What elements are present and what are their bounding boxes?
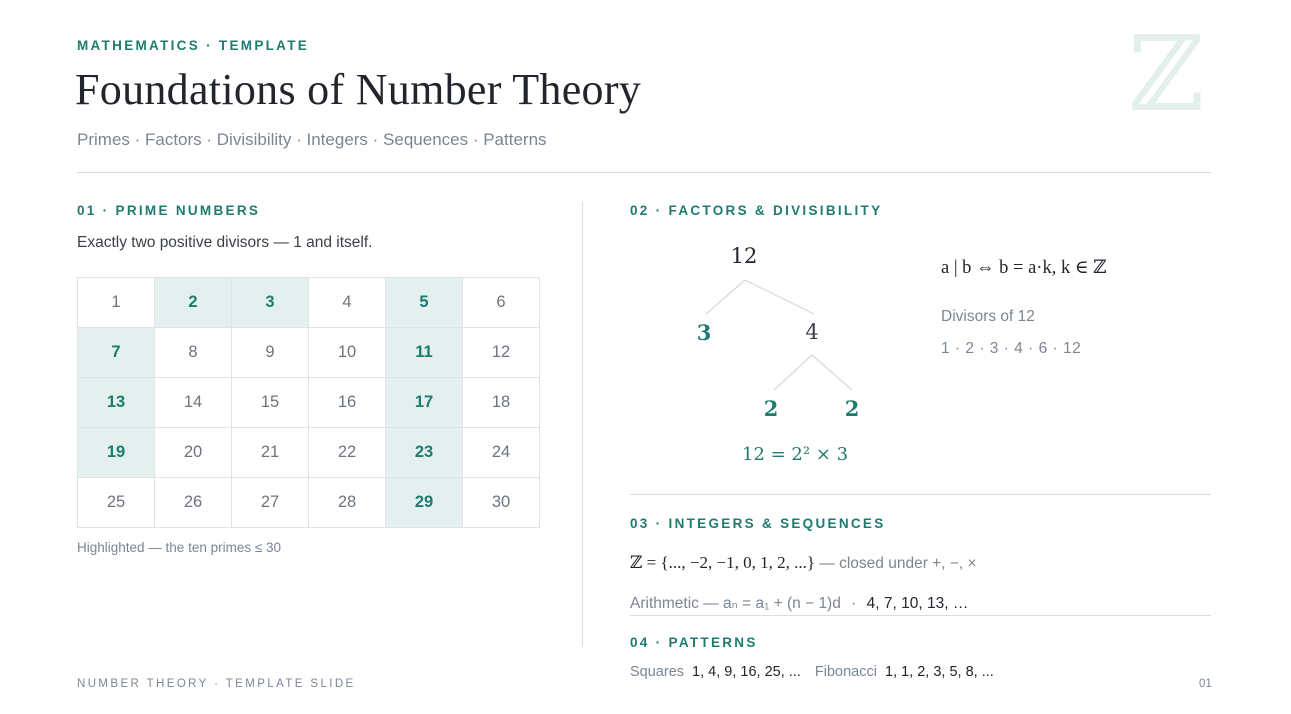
page-number: 01 — [1199, 678, 1212, 690]
eyebrow-label: MATHEMATICS · TEMPLATE — [77, 38, 310, 53]
arithmetic-label: Arithmetic — — [630, 595, 724, 612]
prime-cell: 13 — [78, 378, 155, 428]
number-cell: 25 — [78, 478, 155, 528]
prime-grid-row — [78, 378, 540, 428]
prime-cell: 11 — [386, 328, 463, 378]
arithmetic-formula: aₙ = a₁ + (n − 1)d — [723, 595, 841, 612]
prime-cell: 17 — [386, 378, 463, 428]
number-cell: 20 — [155, 428, 232, 478]
squares-values: 1, 4, 9, 16, 25, ... — [692, 664, 801, 680]
squares-label: Squares — [630, 664, 685, 680]
number-cell: 22 — [309, 428, 386, 478]
factor-tree-node-3: 3 — [696, 320, 712, 345]
prime-grid-row — [78, 278, 540, 328]
number-cell: 10 — [309, 328, 386, 378]
factor-tree-node-2b: 2 — [844, 396, 860, 421]
prime-cell: 29 — [386, 478, 463, 528]
number-cell: 8 — [155, 328, 232, 378]
prime-cell: 5 — [386, 278, 463, 328]
prime-cell: 3 — [232, 278, 309, 328]
section-divider-1 — [630, 494, 1211, 495]
number-cell: 4 — [309, 278, 386, 328]
divisibility-definition: a | b ⇔ b = a·k, k ∈ ℤ — [941, 258, 1107, 278]
number-cell: 15 — [232, 378, 309, 428]
prime-definition: Exactly two positive divisors — 1 and itself. — [77, 234, 373, 251]
integer-set-notation: ℤ = {..., −2, −1, 0, 1, 2, ...} — [630, 553, 815, 572]
section-heading-patterns: 04 · PATTERNS — [630, 635, 758, 650]
prime-grid-row — [78, 328, 540, 378]
number-cell: 1 — [78, 278, 155, 328]
prime-grid — [77, 277, 540, 528]
prime-cell: 2 — [155, 278, 232, 328]
prime-cell: 7 — [78, 328, 155, 378]
section-heading-primes: 01 · PRIME NUMBERS — [77, 203, 261, 218]
divisors-list: 1 · 2 · 3 · 4 · 6 · 12 — [941, 340, 1082, 357]
number-cell: 12 — [463, 328, 540, 378]
divisors-label: Divisors of 12 — [941, 308, 1035, 325]
number-cell: 30 — [463, 478, 540, 528]
prime-grid-row — [78, 478, 540, 528]
number-cell: 27 — [232, 478, 309, 528]
integers-watermark-icon: ℤ — [1128, 13, 1204, 135]
arithmetic-separator: · — [851, 595, 857, 612]
page-title: Foundations of Number Theory — [75, 65, 642, 114]
number-cell: 24 — [463, 428, 540, 478]
number-cell: 26 — [155, 478, 232, 528]
fibonacci-values: 1, 1, 2, 3, 5, 8, ... — [885, 664, 994, 680]
number-cell: 21 — [232, 428, 309, 478]
prime-cell: 23 — [386, 428, 463, 478]
prime-cell: 19 — [78, 428, 155, 478]
prime-grid-caption: Highlighted — the ten primes ≤ 30 — [77, 540, 282, 555]
fibonacci-label: Fibonacci — [814, 664, 877, 680]
factor-tree-node-2a: 2 — [763, 396, 779, 421]
prime-factorization: 12 = 2² × 3 — [742, 444, 849, 465]
number-cell: 9 — [232, 328, 309, 378]
prime-grid-row — [78, 428, 540, 478]
number-cell: 28 — [309, 478, 386, 528]
number-cell: 14 — [155, 378, 232, 428]
number-cell: 6 — [463, 278, 540, 328]
closure-text: — closed under +, −, × — [815, 555, 977, 572]
number-cell: 18 — [463, 378, 540, 428]
page-subtitle: Primes · Factors · Divisibility · Integers · Sequences · Patterns — [77, 130, 547, 149]
integer-set-line — [630, 553, 977, 573]
section-heading-factors: 02 · FACTORS & DIVISIBILITY — [630, 203, 883, 218]
arithmetic-line — [630, 594, 968, 613]
section-heading-integers: 03 · INTEGERS & SEQUENCES — [630, 516, 886, 531]
section-divider-2 — [630, 615, 1211, 616]
column-divider — [582, 202, 583, 647]
header-divider — [77, 172, 1211, 173]
factor-tree-root: 12 — [730, 244, 758, 268]
factor-tree-node-4: 4 — [805, 320, 819, 344]
patterns-line — [630, 664, 994, 680]
arithmetic-example: 4, 7, 10, 13, … — [866, 595, 969, 612]
footer-label: NUMBER THEORY · TEMPLATE SLIDE — [77, 678, 356, 690]
number-cell: 16 — [309, 378, 386, 428]
